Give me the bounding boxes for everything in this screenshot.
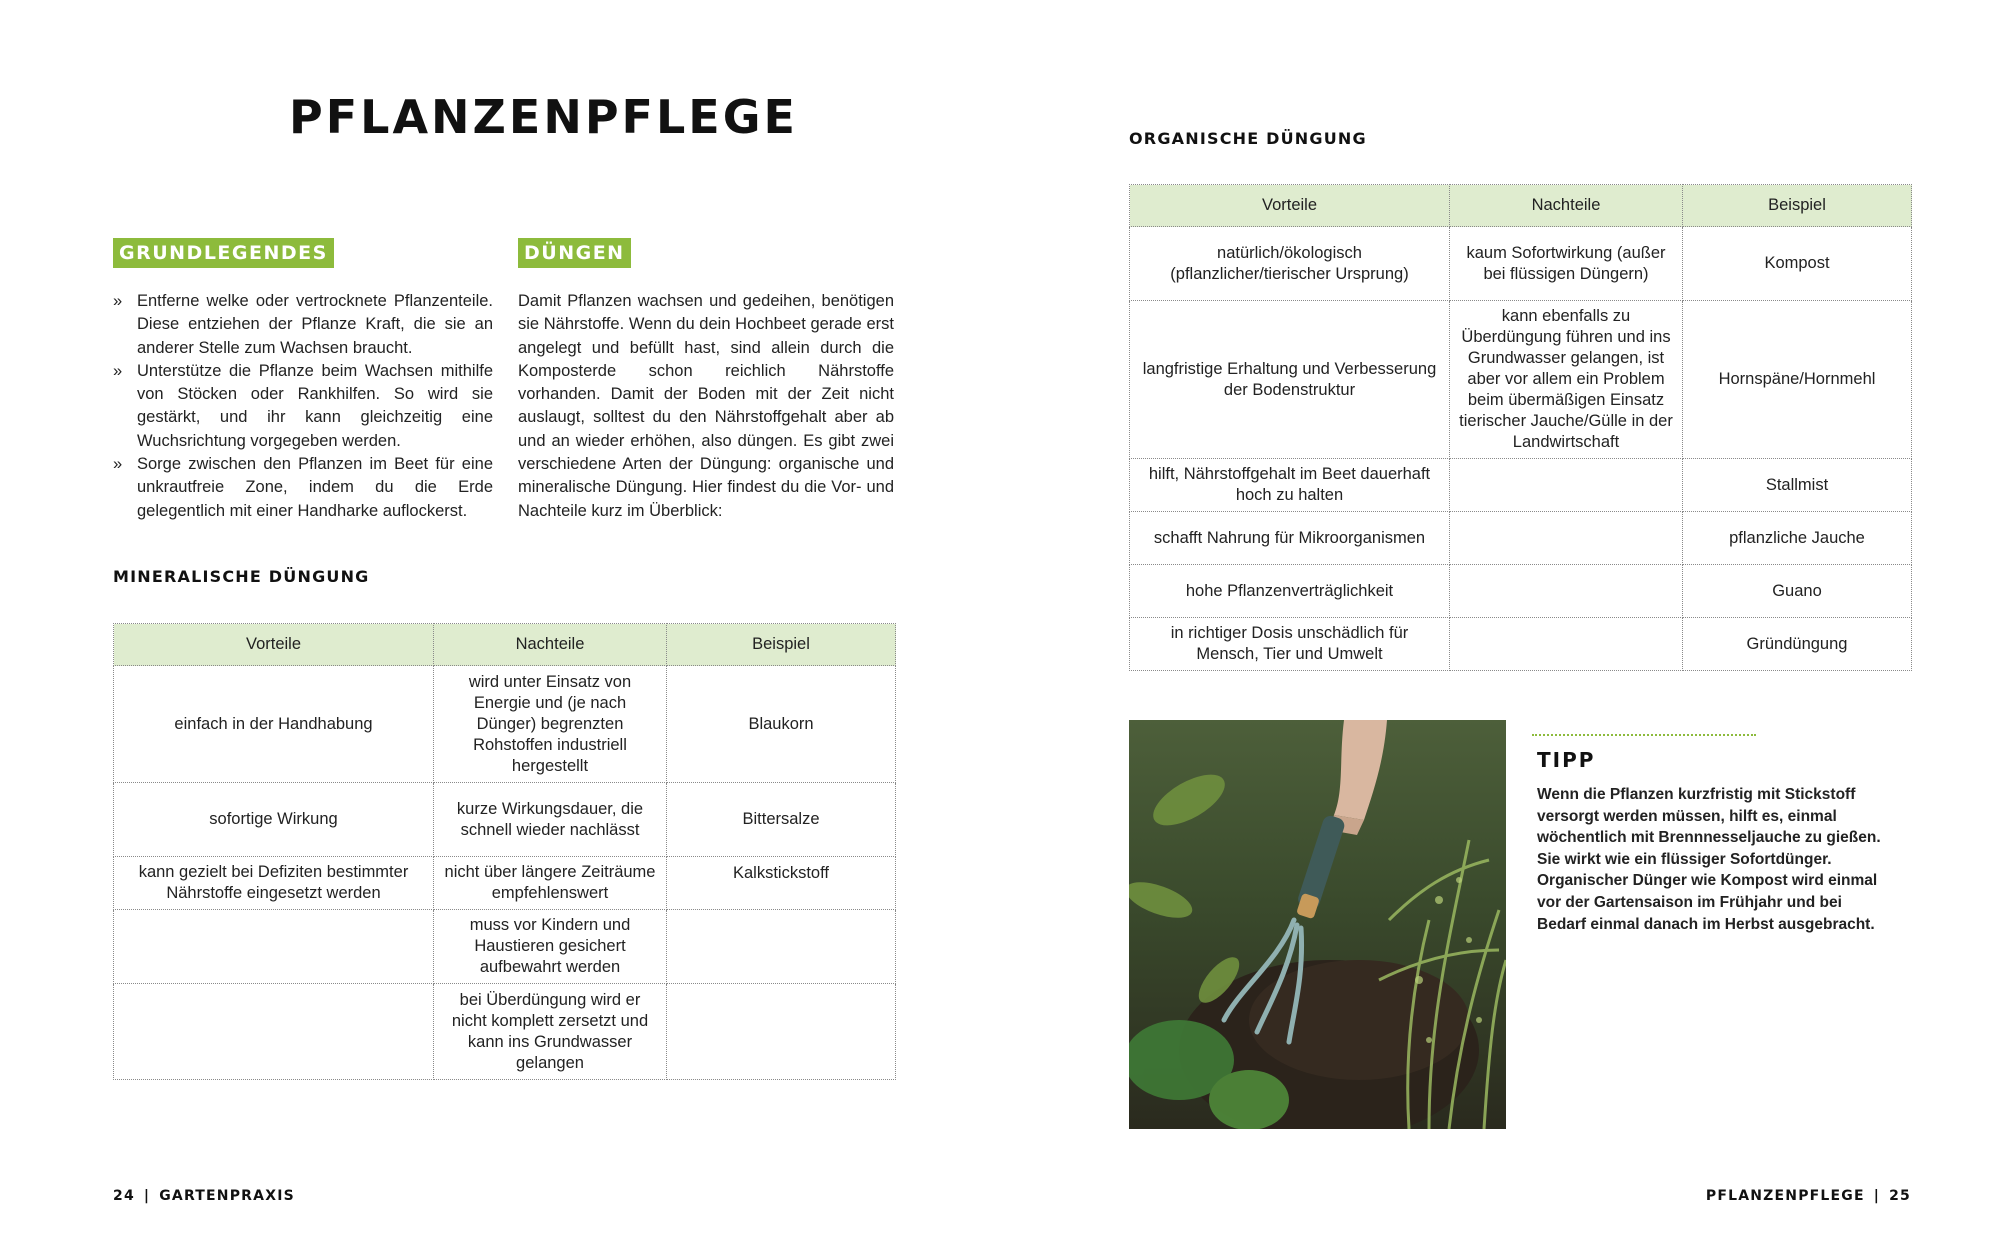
column-header-vorteile: Vorteile bbox=[114, 624, 434, 666]
table-cell: natürlich/ökologisch (pflanzlicher/tierischer Ursprung) bbox=[1130, 227, 1450, 301]
table-cell bbox=[667, 910, 896, 984]
bullet-mark: » bbox=[113, 292, 123, 310]
list-item-text: Sorge zwischen den Pflanzen im Beet für eine unkrautfreie Zone, indem du die Erde gelegentlich mit einer Handharke auflockerst. bbox=[137, 455, 493, 520]
tip-divider bbox=[1532, 734, 1756, 736]
table-cell: schafft Nahrung für Mikroorganismen bbox=[1130, 512, 1450, 565]
column-header-beispiel: Beispiel bbox=[1683, 185, 1912, 227]
page-number-left: 24 bbox=[113, 1188, 135, 1204]
footer-section-left: GARTENPRAXIS bbox=[159, 1188, 295, 1204]
table-cell bbox=[114, 910, 434, 984]
table-cell bbox=[114, 984, 434, 1080]
mineral-table bbox=[113, 623, 896, 1080]
hand-cultivator-photo bbox=[1129, 720, 1506, 1129]
table-row bbox=[1130, 459, 1912, 512]
table-cell: Guano bbox=[1683, 565, 1912, 618]
list-item-text: Entferne welke oder vertrocknete Pflanzenteile. Diese entziehen der Pflanze Kraft, die sie an anderer Stelle zum Wachsen braucht. bbox=[137, 292, 493, 357]
footer-separator: | bbox=[1873, 1188, 1881, 1204]
duengen-text: Damit Pflanzen wachsen und gedeihen, benötigen sie Nährstoffe. Wenn du dein Hochbeet gerade erst angelegt und befüllt hast, sind allein durch die Komposterde schon reichlich Nährstoffe vorhanden. Damit der Boden mit der Zeit nicht auslaugt, solltest du den Nährstoffgehalt aber ab und an wieder erhöhen, also düngen. Es gibt zwei verschiedene Arten der Düngung: organische und mineralische Düngung. Hier findest du die Vor- und Nachteile kurz im Überblick: bbox=[518, 292, 894, 520]
table-row bbox=[114, 666, 896, 783]
footer-section-right: PFLANZENPFLEGE bbox=[1705, 1188, 1865, 1204]
table-cell: nicht über längere Zeiträume empfehlenswert bbox=[434, 857, 667, 910]
table-cell: kann ebenfalls zu Überdüngung führen und ins Grundwasser gelangen, ist aber vor allem ein Problem beim übermäßigen Einsatz tierischer Jauche/Gülle in der Landwirtschaft bbox=[1450, 301, 1683, 459]
table-cell: einfach in der Handhabung bbox=[114, 666, 434, 783]
grundlegendes-label: GRUNDLEGENDES bbox=[113, 238, 334, 268]
table-cell: in richtiger Dosis unschädlich für Mensch, Tier und Umwelt bbox=[1130, 618, 1450, 671]
footer-right bbox=[1706, 1188, 1911, 1204]
table-cell: hilft, Nährstoffgehalt im Beet dauerhaft hoch zu halten bbox=[1130, 459, 1450, 512]
table-cell bbox=[1450, 565, 1683, 618]
table-cell: langfristige Erhaltung und Verbesserung der Bodenstruktur bbox=[1130, 301, 1450, 459]
table-cell: Hornspäne/Hornmehl bbox=[1683, 301, 1912, 459]
list-item bbox=[113, 360, 493, 453]
table-row bbox=[114, 910, 896, 984]
table-cell: hohe Pflanzenverträglichkeit bbox=[1130, 565, 1450, 618]
table-row bbox=[1130, 227, 1912, 301]
grundlegendes-list bbox=[113, 290, 493, 523]
table-cell: kurze Wirkungsdauer, die schnell wieder nachlässt bbox=[434, 783, 667, 857]
footer-left bbox=[113, 1188, 295, 1204]
list-item bbox=[113, 290, 493, 360]
bullet-mark: » bbox=[113, 361, 123, 380]
table-cell: Gründüngung bbox=[1683, 618, 1912, 671]
table-cell: sofortige Wirkung bbox=[114, 783, 434, 857]
table-cell bbox=[667, 984, 896, 1080]
garden-photo bbox=[1129, 720, 1506, 1129]
table-cell: wird unter Einsatz von Energie und (je nach Dünger) begrenzten Rohstoffen industriell hergestellt bbox=[434, 666, 667, 783]
table-row bbox=[114, 984, 896, 1080]
table-header-row bbox=[114, 624, 896, 666]
table-cell bbox=[1450, 618, 1683, 671]
table-row bbox=[114, 857, 896, 910]
footer-separator: | bbox=[143, 1188, 151, 1204]
table-row bbox=[114, 783, 896, 857]
table-cell: kann gezielt bei Defiziten bestimmter Nährstoffe eingesetzt werden bbox=[114, 857, 434, 910]
tip-text: Wenn die Pflanzen kurzfristig mit Stickstoff versorgt werden müssen, hilft es, einmal wöchentlich mit Brennnesseljauche zu gießen. Sie wirkt wie ein flüssiger Sofortdünger. Organischer Dünger wie Kompost wird einmal vor der Gartensaison im Frühjahr und bei Bedarf einmal danach im Herbst ausgebracht. bbox=[1537, 786, 1881, 933]
table-row bbox=[1130, 512, 1912, 565]
table-cell: bei Überdüngung wird er nicht komplett zersetzt und kann ins Grundwasser gelangen bbox=[434, 984, 667, 1080]
table-cell: Blaukorn bbox=[667, 666, 896, 783]
bullet-mark: » bbox=[113, 455, 123, 474]
table-cell: pflanzliche Jauche bbox=[1683, 512, 1912, 565]
tip-title: TIPP bbox=[1537, 748, 1596, 772]
column-header-vorteile: Vorteile bbox=[1130, 185, 1450, 227]
table-header-row bbox=[1130, 185, 1912, 227]
page-number-right: 25 bbox=[1889, 1188, 1911, 1204]
table-row bbox=[1130, 618, 1912, 671]
table-cell: Bittersalze bbox=[667, 783, 896, 857]
table-cell bbox=[1450, 512, 1683, 565]
column-header-beispiel: Beispiel bbox=[667, 624, 896, 666]
list-item bbox=[113, 453, 493, 523]
table-cell: Kompost bbox=[1683, 227, 1912, 301]
table-cell bbox=[1450, 459, 1683, 512]
page-title: PFLANZENPFLEGE bbox=[289, 90, 798, 144]
table-cell: Kalkstickstoff bbox=[667, 857, 896, 910]
organic-heading: ORGANISCHE DÜNGUNG bbox=[1129, 129, 1367, 148]
duengen-label: DÜNGEN bbox=[518, 238, 631, 268]
mineral-heading: MINERALISCHE DÜNGUNG bbox=[113, 567, 370, 586]
table-row bbox=[1130, 565, 1912, 618]
column-header-nachteile: Nachteile bbox=[434, 624, 667, 666]
table-cell: Stallmist bbox=[1683, 459, 1912, 512]
list-item-text: Unterstütze die Pflanze beim Wachsen mithilfe von Stöcken oder Rankhilfen. So wird sie gestärkt, und ihr kann gleichzeitig eine Wuchsrichtung vorgegeben werden. bbox=[137, 361, 493, 450]
organic-table bbox=[1129, 184, 1912, 671]
table-cell: muss vor Kindern und Haustieren gesichert aufbewahrt werden bbox=[434, 910, 667, 984]
table-cell: kaum Sofortwirkung (außer bei flüssigen Düngern) bbox=[1450, 227, 1683, 301]
column-header-nachteile: Nachteile bbox=[1450, 185, 1683, 227]
table-row bbox=[1130, 301, 1912, 459]
